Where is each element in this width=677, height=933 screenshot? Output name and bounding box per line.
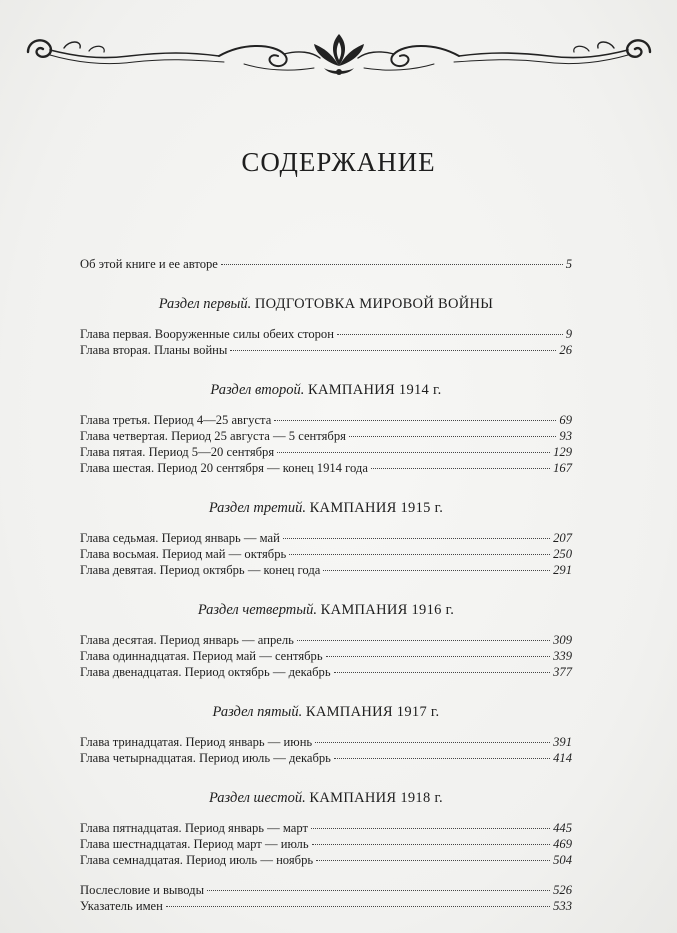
dot-leader <box>283 538 550 539</box>
dot-leader <box>323 570 550 571</box>
toc-entry-page: 391 <box>553 735 572 749</box>
section-name: КАМПАНИЯ 1918 г. <box>309 790 443 806</box>
section-prefix: Раздел пятый. <box>212 704 303 720</box>
toc-entry-label: Глава вторая. Планы войны <box>80 343 228 357</box>
toc-entry-label: Послесловие и выводы <box>80 883 205 897</box>
section-name: КАМПАНИЯ 1917 г. <box>305 704 440 720</box>
toc-entry[interactable] <box>80 750 572 766</box>
toc-entry[interactable] <box>80 852 572 868</box>
toc-entry-page: 377 <box>553 665 572 679</box>
toc-entry[interactable] <box>80 664 572 680</box>
toc-entry[interactable] <box>80 326 572 342</box>
toc-entry-label: Глава шестнадцатая. Период март — июль <box>80 837 309 851</box>
toc-entry-label: Глава пятнадцатая. Период январь — март <box>80 821 308 835</box>
toc-entry-label: Об этой книге и ее авторе <box>80 257 218 271</box>
toc-entry-label: Глава третья. Период 4—25 августа <box>80 413 272 427</box>
toc-entry-label: Глава семнадцатая. Период июль — ноябрь <box>80 853 314 867</box>
closing-entries <box>80 882 572 914</box>
dot-leader <box>297 640 550 641</box>
toc-entry-page: 5 <box>565 257 572 271</box>
section-prefix: Раздел второй. <box>210 382 305 398</box>
section-prefix: Раздел шестой. <box>209 790 306 806</box>
toc-entry[interactable] <box>80 836 572 852</box>
section-prefix: Раздел третий. <box>208 500 306 516</box>
toc-entry[interactable] <box>80 734 572 750</box>
toc-entry-label: Глава первая. Вооруженные силы обеих сторон <box>80 327 334 341</box>
section-heading <box>80 294 572 314</box>
dot-leader <box>371 468 550 469</box>
toc-entry[interactable] <box>80 444 572 460</box>
toc-entry[interactable] <box>80 530 572 546</box>
toc-entry-label: Глава четвертая. Период 25 августа — 5 сентября <box>80 429 346 443</box>
toc-entry[interactable] <box>80 342 572 358</box>
page-title: СОДЕРЖАНИЕ <box>241 147 436 177</box>
toc-entry-label: Глава девятая. Период октябрь — конец года <box>80 563 321 577</box>
toc-entry[interactable] <box>80 412 572 428</box>
toc-entry-label: Глава восьмая. Период май — октябрь <box>80 547 287 561</box>
toc-entry-page: 291 <box>553 563 572 577</box>
dot-leader <box>316 860 550 861</box>
toc-entry-page: 309 <box>553 633 572 647</box>
toc-entry-page: 26 <box>559 343 572 357</box>
toc-entry-afterword[interactable] <box>80 882 572 898</box>
toc-entry-page: 9 <box>565 327 572 341</box>
toc-entry-page: 445 <box>553 821 572 835</box>
section-heading <box>80 702 572 722</box>
baroque-scroll-ornament-icon <box>14 22 664 82</box>
section-name: ПОДГОТОВКА МИРОВОЙ ВОЙНЫ <box>254 296 494 312</box>
dot-leader <box>349 436 556 437</box>
section-name: КАМПАНИЯ 1915 г. <box>309 500 444 516</box>
dot-leader <box>166 906 550 907</box>
toc-entry-label: Глава десятая. Период январь — апрель <box>80 633 294 647</box>
toc-entry-page: 93 <box>559 429 572 443</box>
toc-entry-label: Глава тринадцатая. Период январь — июнь <box>80 735 313 749</box>
toc-entry[interactable] <box>80 460 572 476</box>
toc-entry[interactable] <box>80 428 572 444</box>
toc-entry-page: 167 <box>553 461 572 475</box>
toc-entry-label: Глава седьмая. Период январь — май <box>80 531 280 545</box>
section-heading <box>80 600 572 620</box>
toc-entry-label: Глава двенадцатая. Период октябрь — декабрь <box>80 665 331 679</box>
toc-entry-page: 504 <box>553 853 572 867</box>
dot-leader <box>334 672 551 673</box>
toc-entry[interactable] <box>80 546 572 562</box>
dot-leader <box>274 420 556 421</box>
dot-leader <box>207 890 550 891</box>
toc-entry-page: 69 <box>559 413 572 427</box>
toc-entry-page: 469 <box>553 837 572 851</box>
section-heading <box>80 498 572 518</box>
toc-entry-label: Глава четырнадцатая. Период июль — декабрь <box>80 751 331 765</box>
dot-leader <box>230 350 556 351</box>
dot-leader <box>289 554 550 555</box>
toc-entry-page: 207 <box>553 531 572 545</box>
section-heading <box>80 788 572 808</box>
toc-entry[interactable] <box>80 632 572 648</box>
toc-entry-intro[interactable] <box>80 256 572 272</box>
toc-entry-label: Указатель имен <box>80 899 163 913</box>
dot-leader <box>312 844 551 845</box>
toc-entry-label: Глава одиннадцатая. Период май — сентябрь <box>80 649 323 663</box>
toc-entry-page: 250 <box>553 547 572 561</box>
toc-entry-page: 533 <box>553 899 572 913</box>
dot-leader <box>334 758 550 759</box>
section-prefix: Раздел первый. <box>158 296 252 312</box>
dot-leader <box>311 828 550 829</box>
section-name: КАМПАНИЯ 1914 г. <box>307 382 442 398</box>
dot-leader <box>337 334 563 335</box>
toc-entry[interactable] <box>80 820 572 836</box>
section-prefix: Раздел четвертый. <box>197 602 317 618</box>
dot-leader <box>221 264 563 265</box>
section-heading <box>80 380 572 400</box>
toc-entry-index[interactable] <box>80 898 572 914</box>
dot-leader <box>277 452 550 453</box>
toc-entry-page: 339 <box>553 649 572 663</box>
table-of-contents <box>80 256 572 914</box>
toc-entry[interactable] <box>80 648 572 664</box>
toc-entry-page: 526 <box>553 883 572 897</box>
dot-leader <box>315 742 550 743</box>
toc-entry-page: 414 <box>553 751 572 765</box>
toc-entry-label: Глава пятая. Период 5—20 сентября <box>80 445 275 459</box>
toc-entry-page: 129 <box>553 445 572 459</box>
dot-leader <box>326 656 551 657</box>
toc-entry-label: Глава шестая. Период 20 сентября — конец 1914 года <box>80 461 368 475</box>
section-name: КАМПАНИЯ 1916 г. <box>320 602 455 618</box>
toc-entry[interactable] <box>80 562 572 578</box>
